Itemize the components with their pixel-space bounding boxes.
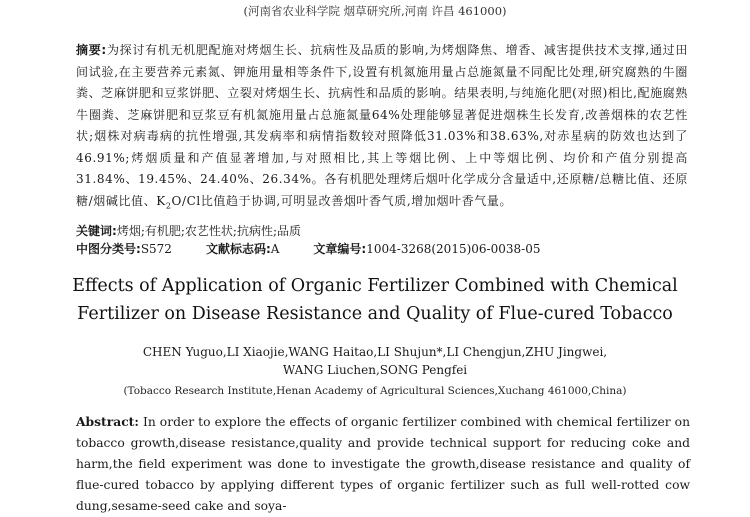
cn-abstract-label: 摘要: <box>76 43 107 57</box>
keywords-label: 关键词: <box>76 224 117 238</box>
cn-affiliation: (河南省农业科学院 烟草研究所,河南 许昌 461000) <box>243 4 507 18</box>
clc-value: S572 <box>140 242 172 256</box>
english-title <box>0 272 750 328</box>
doc-code-label: 文献标志码: <box>205 242 271 256</box>
classification-line <box>76 240 688 258</box>
english-title-line-1: Effects of Application of Organic Fertilizer Combined with Chemical <box>72 276 678 296</box>
english-abstract-label: Abstract: <box>76 414 139 429</box>
english-abstract-text: In order to explore the effects of organic fertilizer combined with chemical fertilizer on tobacco growth,disease resistance,quality and provide technical support for reducing coke and harm,the field experiment was done to investigate the growth,disease resistance and quality of flue-cured tobacco by applying different types of organic fertilizer such as full well-rotted cow dung,sesame-seed cake and soya- <box>76 415 690 513</box>
keywords-text: 烤烟;有机肥;农艺性状;抗病性;品质 <box>116 224 301 238</box>
authors-line-2: WANG Liuchen,SONG Pengfei <box>282 363 468 377</box>
cn-keywords <box>76 222 688 240</box>
english-affiliation: (Tobacco Research Institute,Henan Academy of Agricultural Sciences,Xuchang 461000,China) <box>123 385 627 397</box>
cn-abstract-subscript: 2 <box>165 200 172 210</box>
article-no-value: 1004-3268(2015)06-0038-05 <box>366 242 541 256</box>
english-authors <box>0 343 750 379</box>
clc-label: 中图分类号: <box>76 242 141 256</box>
cn-abstract-text-1: 为探讨有机无机肥配施对烤烟生长、抗病性及品质的影响,为烤烟降焦、增香、减害提供技术支撑,通过田间试验,在主要营养元素氮、钾施用量相等条件下,设置有机氮施用量占总施氮量不同配比处理,研究腐熟的牛圈粪、芝麻饼肥和豆浆饼肥、立裂对烤烟生长、抗病性和品质的影响。结果表明,与纯施化肥(对照)相比,配施腐熟牛圈粪、芝麻饼肥和豆浆豆有机氮施用量占总施氮量64%处理能够显著促进烟株生长发育,改善烟株的农艺性状;烟株对病毒病的抗性增强,其发病率和病情指数较对照降低31.03%和38.63%,对赤星病的防效也达到了46.91%;烤烟质量和产值显著增加,与对照相比,其上等烟比例、上中等烟比例、均价和产值分别提高31.84%、19.45%、24.40%、26.34%。各有机肥处理烤后烟叶化学成分含量适中,还原糖/总糖比值、还原糖/烟碱比值、K <box>76 43 688 208</box>
cn-abstract-text-2: O/Cl比值趋于协调,可明显改善烟叶香气质,增加烟叶香气量。 <box>171 193 513 208</box>
english-title-line-2: Fertilizer on Disease Resistance and Quality of Flue-cured Tobacco <box>77 304 673 324</box>
english-abstract <box>76 411 690 517</box>
article-no-label: 文章编号: <box>313 242 367 256</box>
authors-line-1: CHEN Yuguo,LI Xiaojie,WANG Haitao,LI Shujun*,LI Chengjun,ZHU Jingwei, <box>142 345 608 359</box>
cn-abstract <box>76 40 688 216</box>
doc-code-value: A <box>270 242 280 256</box>
